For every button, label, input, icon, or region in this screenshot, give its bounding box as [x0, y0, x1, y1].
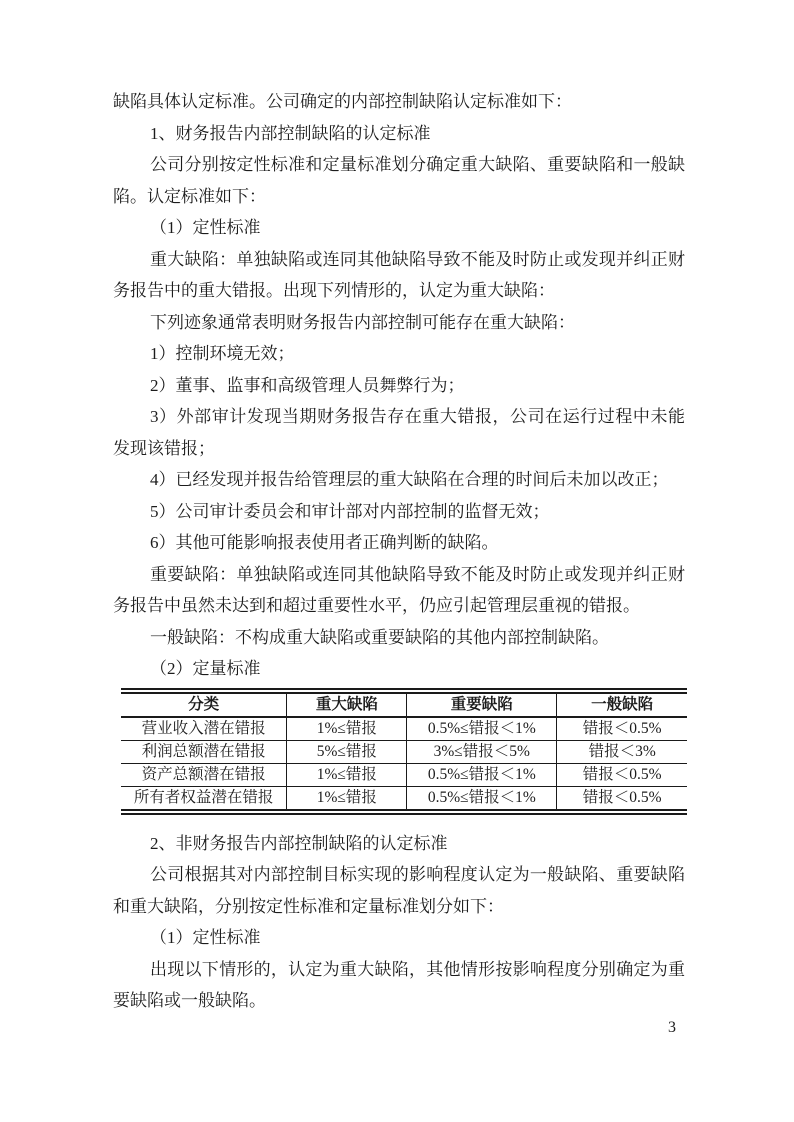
paragraph: 出现以下情形的，认定为重大缺陷，其他情形按影响程度分别确定为重要缺陷或一般缺陷。: [113, 959, 685, 1010]
table-row-total-assets: [121, 763, 687, 786]
paragraph-major-deficiency: 重大缺陷：单独缺陷或连同其他缺陷导致不能及时防止或发现并纠正财务报告中的重大错报。出现下列情形的，认定为重大缺陷：: [113, 249, 685, 300]
subheading-quantitative-standard: （2）定量标准: [150, 659, 261, 678]
table-cell: 利润总额潜在错报: [121, 740, 287, 763]
list-item-1: 1）控制环境无效；: [150, 344, 295, 363]
table-cell: 错报＜3%: [557, 740, 687, 763]
document-content: [113, 86, 685, 1017]
table-cell: 1%≤错报: [287, 786, 407, 812]
list-item-6: 6）其他可能影响报表使用者正确判断的缺陷。: [150, 533, 499, 552]
table-cell: 错报＜0.5%: [582, 788, 662, 806]
heading-non-financial-report-standard: 2、非财务报告内部控制缺陷的认定标准: [150, 833, 448, 853]
table-cell: 1%≤错报: [287, 717, 407, 741]
quantitative-standards-table: [121, 688, 687, 815]
subheading-qualitative-standard-1: （1）定性标准: [150, 218, 261, 237]
table-cell: 5%≤错报: [287, 740, 407, 763]
subheading-qualitative-standard-2: （1）定性标准: [150, 928, 261, 947]
table-header-row: [121, 691, 687, 717]
list-item-3: 3）外部审计发现当期财务报告存在重大错报，公司在运行过程中未能发现该错报；: [113, 407, 685, 458]
table-cell: 营业收入潜在错报: [121, 717, 287, 741]
table-header-major-deficiency: 重大缺陷: [287, 691, 407, 717]
table-header-important-deficiency: 重要缺陷: [407, 691, 557, 717]
table-cell: 错报＜0.5%: [557, 763, 687, 786]
table-cell: 资产总额潜在错报: [121, 763, 287, 786]
paragraph-important-deficiency: 重要缺陷：单独缺陷或连同其他缺陷导致不能及时防止或发现并纠正财务报告中虽然未达到和超过重要性水平，仍应引起管理层重视的错报。: [113, 564, 685, 615]
table-cell: 0.5%≤错报＜1%: [407, 786, 557, 812]
paragraph-general-deficiency: 一般缺陷：不构成重大缺陷或重要缺陷的其他内部控制缺陷。: [150, 627, 609, 647]
table-row-operating-revenue: [121, 717, 687, 741]
table-header-general-deficiency: 一般缺陷: [557, 691, 687, 717]
table-cell: 0.5%≤错报＜1%: [407, 717, 557, 741]
list-item-2: 2）董事、监事和高级管理人员舞弊行为；: [150, 375, 465, 395]
list-item-4: 4）已经发现并报告给管理层的重大缺陷在合理的时间后未加以改正；: [150, 470, 669, 489]
table-row-total-profit: [121, 740, 687, 763]
page-number: 3: [668, 1019, 676, 1036]
table-row-owners-equity: [121, 786, 687, 812]
list-item-5: 5）公司审计委员会和审计部对内部控制的监督无效；: [150, 501, 550, 521]
table-cell: 1%≤错报: [287, 763, 407, 786]
paragraph-continuation: 缺陷具体认定标准。公司确定的内部控制缺陷认定标准如下：: [113, 92, 572, 111]
heading-financial-report-standard: 1、财务报告内部控制缺陷的认定标准: [150, 123, 431, 143]
table-cell: 3%≤错报＜5%: [407, 740, 557, 763]
paragraph: 公司分别按定性标准和定量标准划分确定重大缺陷、重要缺陷和一般缺陷。认定标准如下：: [113, 155, 685, 206]
table-cell: 0.5%≤错报＜1%: [407, 763, 557, 786]
table-cell: 错报＜0.5%: [557, 717, 687, 741]
paragraph-signs-intro: 下列迹象通常表明财务报告内部控制可能存在重大缺陷：: [150, 312, 575, 332]
table-cell: 所有者权益潜在错报: [121, 786, 287, 812]
paragraph: 公司根据其对内部控制目标实现的影响程度认定为一般缺陷、重要缺陷和重大缺陷，分别按定性标准和定量标准划分如下：: [113, 865, 685, 916]
table-header-category: 分类: [121, 691, 287, 717]
